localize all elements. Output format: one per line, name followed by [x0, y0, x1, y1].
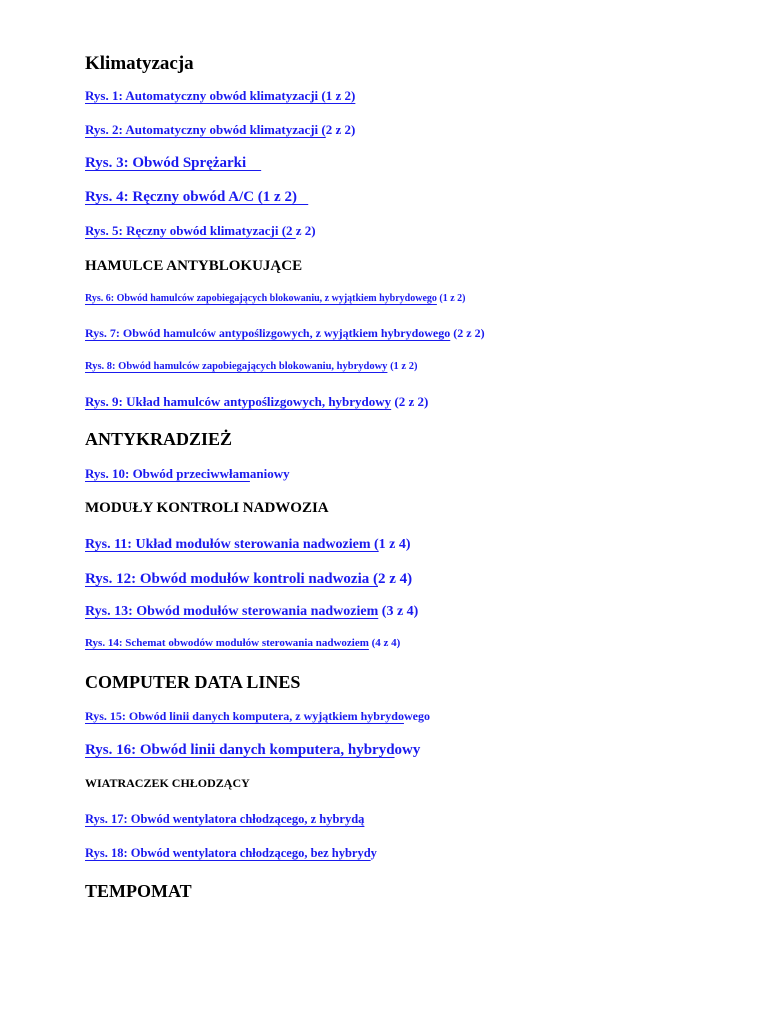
link-rys-9[interactable]: Rys. 9: Układ hamulców antypoślizgowych, hybrydowy (2 z 2) — [85, 394, 429, 409]
link-rys-5[interactable]: Rys. 5: Ręczny obwód klimatyzacji (2 z 2) — [85, 223, 316, 238]
link-rys-15[interactable]: Rys. 15: Obwód linii danych komputera, z wyjątkiem hybrydowego — [85, 709, 430, 723]
section-heading-computer-data-lines: COMPUTER DATA LINES — [85, 672, 301, 692]
link-rys-18[interactable]: Rys. 18: Obwód wentylatora chłodzącego, bez hybrydy — [85, 846, 377, 860]
link-rys-12[interactable]: Rys. 12: Obwód modułów kontroli nadwozia (2 z 4) — [85, 571, 413, 587]
link-rys-1[interactable]: Rys. 1: Automatyczny obwód klimatyzacji (1 z 2) — [85, 88, 356, 103]
section-heading-hamulce: HAMULCE ANTYBLOKUJĄCE — [85, 258, 303, 274]
link-rys-4[interactable]: Rys. 4: Ręczny obwód A/C (1 z 2) — [85, 189, 309, 205]
section-heading-tempomat: TEMPOMAT — [85, 881, 192, 901]
link-rys-13[interactable]: Rys. 13: Obwód modułów sterowania nadwoziem (3 z 4) — [85, 604, 419, 619]
link-rys-16[interactable]: Rys. 16: Obwód linii danych komputera, hybrydowy — [85, 742, 421, 758]
link-rys-3[interactable]: Rys. 3: Obwód Sprężarki — [85, 155, 262, 171]
link-rys-14[interactable]: Rys. 14: Schemat obwodów modułów sterowania nadwoziem (4 z 4) — [85, 637, 401, 649]
link-rys-17[interactable]: Rys. 17: Obwód wentylatora chłodzącego, z hybrydą — [85, 812, 365, 826]
section-heading-klimatyzacja: Klimatyzacja — [85, 53, 194, 74]
link-rys-8[interactable]: Rys. 8: Obwód hamulców zapobiegających blokowaniu, hybrydowy (1 z 2) — [85, 361, 418, 372]
section-heading-antykradziez: ANTYKRADZIEŻ — [85, 429, 233, 449]
link-rys-6[interactable]: Rys. 6: Obwód hamulców zapobiegających blokowaniu, z wyjątkiem hybrydowego (1 z 2) — [85, 293, 466, 304]
section-heading-moduly: MODUŁY KONTROLI NADWOZIA — [85, 500, 329, 516]
link-rys-10[interactable]: Rys. 10: Obwód przeciwwłamaniowy — [85, 466, 290, 481]
section-heading-wiatraczek: WIATRACZEK CHŁODZĄCY — [85, 776, 250, 790]
link-rys-2[interactable]: Rys. 2: Automatyczny obwód klimatyzacji (2 z 2) — [85, 122, 356, 137]
link-rys-7[interactable]: Rys. 7: Obwód hamulców antypoślizgowych, z wyjątkiem hybrydowego (2 z 2) — [85, 326, 485, 340]
link-rys-11[interactable]: Rys. 11: Układ modułów sterowania nadwoziem (1 z 4) — [85, 537, 411, 552]
